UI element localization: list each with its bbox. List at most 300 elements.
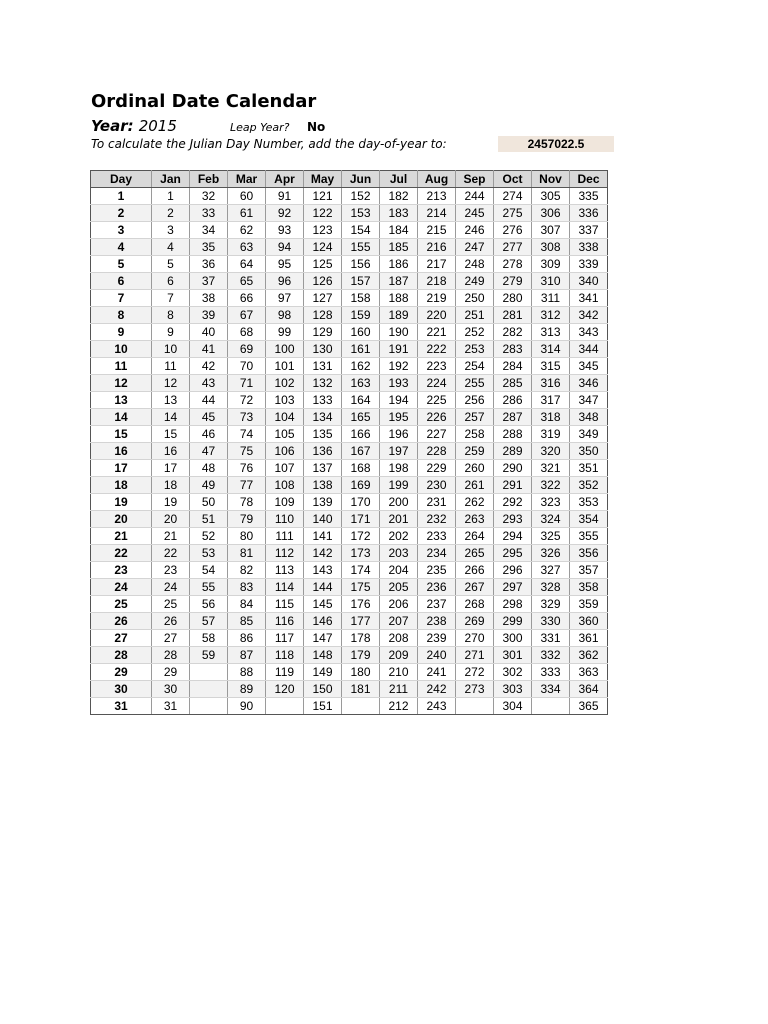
- day-of-year-cell: 356: [570, 545, 608, 562]
- day-of-year-cell: 160: [342, 324, 380, 341]
- day-of-year-cell: 125: [304, 256, 342, 273]
- day-of-year-cell: 266: [456, 562, 494, 579]
- day-of-year-cell: 290: [494, 460, 532, 477]
- table-row: [91, 222, 608, 239]
- day-of-year-cell: 336: [570, 205, 608, 222]
- day-of-year-cell: 270: [456, 630, 494, 647]
- day-of-year-cell: 248: [456, 256, 494, 273]
- day-of-year-cell: 32: [190, 188, 228, 205]
- day-of-year-cell: 265: [456, 545, 494, 562]
- day-of-year-cell: 268: [456, 596, 494, 613]
- table-row: [91, 341, 608, 358]
- day-of-year-cell: 276: [494, 222, 532, 239]
- day-of-year-cell: 342: [570, 307, 608, 324]
- day-of-year-cell: 313: [532, 324, 570, 341]
- day-of-year-cell: 72: [228, 392, 266, 409]
- day-of-year-cell: 6: [152, 273, 190, 290]
- day-of-year-cell: 224: [418, 375, 456, 392]
- day-of-year-cell: 80: [228, 528, 266, 545]
- day-number-cell: 2: [91, 205, 152, 222]
- day-of-year-cell: 11: [152, 358, 190, 375]
- day-of-year-cell: 150: [304, 681, 342, 698]
- day-of-year-cell: 339: [570, 256, 608, 273]
- day-of-year-cell: 110: [266, 511, 304, 528]
- day-of-year-cell: 29: [152, 664, 190, 681]
- day-of-year-cell: 164: [342, 392, 380, 409]
- day-of-year-cell: 39: [190, 307, 228, 324]
- day-of-year-cell: 345: [570, 358, 608, 375]
- day-of-year-cell: 209: [380, 647, 418, 664]
- day-of-year-cell: 114: [266, 579, 304, 596]
- day-of-year-cell: 81: [228, 545, 266, 562]
- day-of-year-cell: 262: [456, 494, 494, 511]
- day-of-year-cell: 18: [152, 477, 190, 494]
- day-of-year-cell: 121: [304, 188, 342, 205]
- year-label: Year:: [91, 117, 134, 135]
- day-of-year-cell: 181: [342, 681, 380, 698]
- day-number-cell: 16: [91, 443, 152, 460]
- day-of-year-cell: 105: [266, 426, 304, 443]
- day-of-year-cell: 138: [304, 477, 342, 494]
- day-of-year-cell: 315: [532, 358, 570, 375]
- day-of-year-cell: 244: [456, 188, 494, 205]
- day-of-year-cell: 8: [152, 307, 190, 324]
- day-of-year-cell: 57: [190, 613, 228, 630]
- day-of-year-cell: 207: [380, 613, 418, 630]
- day-of-year-cell: 318: [532, 409, 570, 426]
- day-of-year-cell: 45: [190, 409, 228, 426]
- table-row: [91, 579, 608, 596]
- day-of-year-cell: 241: [418, 664, 456, 681]
- day-of-year-cell: 305: [532, 188, 570, 205]
- day-number-cell: 26: [91, 613, 152, 630]
- day-of-year-cell: 250: [456, 290, 494, 307]
- day-of-year-cell: 63: [228, 239, 266, 256]
- table-row: [91, 273, 608, 290]
- day-of-year-cell: 337: [570, 222, 608, 239]
- day-of-year-cell: 180: [342, 664, 380, 681]
- day-number-cell: 14: [91, 409, 152, 426]
- day-of-year-cell: 195: [380, 409, 418, 426]
- day-of-year-cell: [190, 698, 228, 715]
- day-of-year-cell: 233: [418, 528, 456, 545]
- day-of-year-cell: 301: [494, 647, 532, 664]
- day-of-year-cell: 28: [152, 647, 190, 664]
- day-number-cell: 28: [91, 647, 152, 664]
- day-of-year-cell: 255: [456, 375, 494, 392]
- day-of-year-cell: 214: [418, 205, 456, 222]
- day-of-year-cell: 354: [570, 511, 608, 528]
- day-of-year-cell: 210: [380, 664, 418, 681]
- day-number-cell: 11: [91, 358, 152, 375]
- day-of-year-cell: 4: [152, 239, 190, 256]
- day-of-year-cell: 44: [190, 392, 228, 409]
- day-of-year-cell: 172: [342, 528, 380, 545]
- day-of-year-cell: 90: [228, 698, 266, 715]
- day-of-year-cell: 145: [304, 596, 342, 613]
- day-of-year-cell: 141: [304, 528, 342, 545]
- day-of-year-cell: 328: [532, 579, 570, 596]
- day-of-year-cell: 70: [228, 358, 266, 375]
- day-of-year-cell: 50: [190, 494, 228, 511]
- day-of-year-cell: 14: [152, 409, 190, 426]
- table-row: [91, 443, 608, 460]
- year-value[interactable]: 2015: [138, 117, 177, 135]
- day-of-year-cell: 88: [228, 664, 266, 681]
- day-of-year-cell: 299: [494, 613, 532, 630]
- day-of-year-cell: 348: [570, 409, 608, 426]
- day-of-year-cell: 69: [228, 341, 266, 358]
- day-of-year-cell: 175: [342, 579, 380, 596]
- table-row: [91, 307, 608, 324]
- day-of-year-cell: 344: [570, 341, 608, 358]
- day-of-year-cell: 76: [228, 460, 266, 477]
- day-of-year-cell: 173: [342, 545, 380, 562]
- day-of-year-cell: 25: [152, 596, 190, 613]
- day-of-year-cell: 154: [342, 222, 380, 239]
- day-of-year-cell: 86: [228, 630, 266, 647]
- day-of-year-cell: 52: [190, 528, 228, 545]
- day-of-year-cell: 242: [418, 681, 456, 698]
- day-of-year-cell: 353: [570, 494, 608, 511]
- day-of-year-cell: 212: [380, 698, 418, 715]
- day-of-year-cell: 269: [456, 613, 494, 630]
- day-of-year-cell: 10: [152, 341, 190, 358]
- day-of-year-cell: 30: [152, 681, 190, 698]
- day-of-year-cell: 144: [304, 579, 342, 596]
- day-of-year-cell: 326: [532, 545, 570, 562]
- day-of-year-cell: 78: [228, 494, 266, 511]
- day-of-year-cell: 346: [570, 375, 608, 392]
- table-row: [91, 545, 608, 562]
- day-of-year-cell: 179: [342, 647, 380, 664]
- day-of-year-cell: 227: [418, 426, 456, 443]
- day-of-year-cell: 98: [266, 307, 304, 324]
- day-number-cell: 23: [91, 562, 152, 579]
- day-of-year-cell: 184: [380, 222, 418, 239]
- day-of-year-cell: 296: [494, 562, 532, 579]
- day-of-year-cell: 278: [494, 256, 532, 273]
- day-of-year-cell: 201: [380, 511, 418, 528]
- day-of-year-cell: 148: [304, 647, 342, 664]
- day-of-year-cell: 206: [380, 596, 418, 613]
- day-of-year-cell: 122: [304, 205, 342, 222]
- day-of-year-cell: 229: [418, 460, 456, 477]
- julian-day-instruction: To calculate the Julian Day Number, add the day-of-year to:: [91, 137, 447, 151]
- day-of-year-cell: 123: [304, 222, 342, 239]
- day-of-year-cell: 54: [190, 562, 228, 579]
- day-of-year-cell: 158: [342, 290, 380, 307]
- day-of-year-cell: 94: [266, 239, 304, 256]
- day-of-year-cell: 169: [342, 477, 380, 494]
- day-of-year-cell: 217: [418, 256, 456, 273]
- day-of-year-cell: 316: [532, 375, 570, 392]
- day-of-year-cell: 107: [266, 460, 304, 477]
- day-of-year-cell: 194: [380, 392, 418, 409]
- table-row: [91, 256, 608, 273]
- day-of-year-cell: 46: [190, 426, 228, 443]
- day-of-year-cell: 338: [570, 239, 608, 256]
- day-of-year-cell: 358: [570, 579, 608, 596]
- month-column-header: Feb: [190, 171, 228, 188]
- ordinal-date-table: [90, 170, 608, 715]
- day-of-year-cell: 62: [228, 222, 266, 239]
- leap-year-label: Leap Year?: [230, 121, 290, 134]
- day-number-cell: 9: [91, 324, 152, 341]
- table-row: [91, 511, 608, 528]
- day-of-year-cell: 240: [418, 647, 456, 664]
- day-number-cell: 3: [91, 222, 152, 239]
- day-of-year-cell: 103: [266, 392, 304, 409]
- day-of-year-cell: 289: [494, 443, 532, 460]
- day-of-year-cell: 40: [190, 324, 228, 341]
- day-of-year-cell: [190, 681, 228, 698]
- day-of-year-cell: 191: [380, 341, 418, 358]
- table-row: [91, 426, 608, 443]
- day-number-cell: 20: [91, 511, 152, 528]
- day-of-year-cell: 211: [380, 681, 418, 698]
- day-of-year-cell: 41: [190, 341, 228, 358]
- julian-day-offset-value: 2457022.5: [498, 136, 614, 152]
- day-of-year-cell: 37: [190, 273, 228, 290]
- day-of-year-cell: 117: [266, 630, 304, 647]
- day-of-year-cell: 302: [494, 664, 532, 681]
- month-column-header: Aug: [418, 171, 456, 188]
- day-of-year-cell: 168: [342, 460, 380, 477]
- day-of-year-cell: 333: [532, 664, 570, 681]
- day-of-year-cell: 100: [266, 341, 304, 358]
- table-row: [91, 324, 608, 341]
- day-of-year-cell: 187: [380, 273, 418, 290]
- year-row: [91, 116, 177, 135]
- day-of-year-cell: 156: [342, 256, 380, 273]
- day-number-cell: 27: [91, 630, 152, 647]
- day-of-year-cell: 357: [570, 562, 608, 579]
- day-of-year-cell: 84: [228, 596, 266, 613]
- day-of-year-cell: 360: [570, 613, 608, 630]
- day-of-year-cell: 295: [494, 545, 532, 562]
- day-of-year-cell: 361: [570, 630, 608, 647]
- day-of-year-cell: 66: [228, 290, 266, 307]
- day-of-year-cell: 197: [380, 443, 418, 460]
- day-of-year-cell: 249: [456, 273, 494, 290]
- day-of-year-cell: 19: [152, 494, 190, 511]
- day-number-cell: 6: [91, 273, 152, 290]
- day-of-year-cell: 274: [494, 188, 532, 205]
- day-of-year-cell: 34: [190, 222, 228, 239]
- day-of-year-cell: 163: [342, 375, 380, 392]
- day-of-year-cell: 24: [152, 579, 190, 596]
- day-of-year-cell: 254: [456, 358, 494, 375]
- table-row: [91, 630, 608, 647]
- day-of-year-cell: 352: [570, 477, 608, 494]
- day-of-year-cell: 267: [456, 579, 494, 596]
- day-of-year-cell: 331: [532, 630, 570, 647]
- day-of-year-cell: 236: [418, 579, 456, 596]
- day-of-year-cell: 106: [266, 443, 304, 460]
- day-number-cell: 19: [91, 494, 152, 511]
- day-of-year-cell: 113: [266, 562, 304, 579]
- day-of-year-cell: 127: [304, 290, 342, 307]
- day-of-year-cell: 292: [494, 494, 532, 511]
- day-of-year-cell: 185: [380, 239, 418, 256]
- day-of-year-cell: 167: [342, 443, 380, 460]
- day-of-year-cell: 303: [494, 681, 532, 698]
- day-of-year-cell: 2: [152, 205, 190, 222]
- table-row: [91, 528, 608, 545]
- day-of-year-cell: 199: [380, 477, 418, 494]
- table-row: [91, 681, 608, 698]
- month-column-header: Oct: [494, 171, 532, 188]
- day-of-year-cell: 309: [532, 256, 570, 273]
- day-of-year-cell: 147: [304, 630, 342, 647]
- day-of-year-cell: 260: [456, 460, 494, 477]
- day-of-year-cell: 362: [570, 647, 608, 664]
- day-of-year-cell: 161: [342, 341, 380, 358]
- day-of-year-cell: 61: [228, 205, 266, 222]
- day-of-year-cell: 283: [494, 341, 532, 358]
- day-of-year-cell: 213: [418, 188, 456, 205]
- day-of-year-cell: 82: [228, 562, 266, 579]
- day-of-year-cell: 48: [190, 460, 228, 477]
- month-column-header: Jan: [152, 171, 190, 188]
- day-of-year-cell: 131: [304, 358, 342, 375]
- day-of-year-cell: 162: [342, 358, 380, 375]
- page-title: Ordinal Date Calendar: [91, 91, 317, 112]
- day-of-year-cell: 133: [304, 392, 342, 409]
- day-of-year-cell: 159: [342, 307, 380, 324]
- day-of-year-cell: 51: [190, 511, 228, 528]
- day-of-year-cell: 314: [532, 341, 570, 358]
- day-number-cell: 18: [91, 477, 152, 494]
- day-number-cell: 4: [91, 239, 152, 256]
- day-of-year-cell: 252: [456, 324, 494, 341]
- table-row: [91, 613, 608, 630]
- day-of-year-cell: 165: [342, 409, 380, 426]
- day-of-year-cell: 12: [152, 375, 190, 392]
- table-row: [91, 239, 608, 256]
- month-column-header: Jul: [380, 171, 418, 188]
- day-of-year-cell: 118: [266, 647, 304, 664]
- day-of-year-cell: 340: [570, 273, 608, 290]
- day-of-year-cell: 279: [494, 273, 532, 290]
- day-of-year-cell: 341: [570, 290, 608, 307]
- day-of-year-cell: 288: [494, 426, 532, 443]
- day-of-year-cell: 234: [418, 545, 456, 562]
- table-row: [91, 392, 608, 409]
- day-of-year-cell: 115: [266, 596, 304, 613]
- day-of-year-cell: 137: [304, 460, 342, 477]
- day-of-year-cell: 365: [570, 698, 608, 715]
- day-of-year-cell: 7: [152, 290, 190, 307]
- day-of-year-cell: 258: [456, 426, 494, 443]
- day-of-year-cell: 177: [342, 613, 380, 630]
- day-of-year-cell: 246: [456, 222, 494, 239]
- day-of-year-cell: 334: [532, 681, 570, 698]
- day-of-year-cell: 59: [190, 647, 228, 664]
- day-of-year-cell: 324: [532, 511, 570, 528]
- day-of-year-cell: 330: [532, 613, 570, 630]
- table-row: [91, 562, 608, 579]
- day-of-year-cell: 306: [532, 205, 570, 222]
- day-of-year-cell: 287: [494, 409, 532, 426]
- day-number-cell: 8: [91, 307, 152, 324]
- day-of-year-cell: 35: [190, 239, 228, 256]
- table-row: [91, 698, 608, 715]
- day-of-year-cell: 264: [456, 528, 494, 545]
- day-of-year-cell: 157: [342, 273, 380, 290]
- day-of-year-cell: 297: [494, 579, 532, 596]
- day-of-year-cell: 130: [304, 341, 342, 358]
- day-of-year-cell: 291: [494, 477, 532, 494]
- day-of-year-cell: 67: [228, 307, 266, 324]
- day-number-cell: 12: [91, 375, 152, 392]
- day-of-year-cell: 170: [342, 494, 380, 511]
- day-of-year-cell: 257: [456, 409, 494, 426]
- day-of-year-cell: 183: [380, 205, 418, 222]
- day-of-year-cell: 26: [152, 613, 190, 630]
- day-of-year-cell: 245: [456, 205, 494, 222]
- day-number-cell: 21: [91, 528, 152, 545]
- day-of-year-cell: 20: [152, 511, 190, 528]
- day-of-year-cell: 5: [152, 256, 190, 273]
- day-of-year-cell: 355: [570, 528, 608, 545]
- day-of-year-cell: 146: [304, 613, 342, 630]
- day-of-year-cell: 304: [494, 698, 532, 715]
- table-row: [91, 375, 608, 392]
- day-of-year-cell: 275: [494, 205, 532, 222]
- day-of-year-cell: 97: [266, 290, 304, 307]
- day-of-year-cell: 232: [418, 511, 456, 528]
- day-of-year-cell: 263: [456, 511, 494, 528]
- day-of-year-cell: 132: [304, 375, 342, 392]
- day-of-year-cell: 178: [342, 630, 380, 647]
- table-row: [91, 460, 608, 477]
- day-of-year-cell: 321: [532, 460, 570, 477]
- day-of-year-cell: 220: [418, 307, 456, 324]
- day-of-year-cell: 307: [532, 222, 570, 239]
- day-number-cell: 13: [91, 392, 152, 409]
- day-of-year-cell: 75: [228, 443, 266, 460]
- day-of-year-cell: 225: [418, 392, 456, 409]
- day-of-year-cell: 208: [380, 630, 418, 647]
- day-of-year-cell: 277: [494, 239, 532, 256]
- table-row: [91, 647, 608, 664]
- day-of-year-cell: 363: [570, 664, 608, 681]
- day-of-year-cell: 64: [228, 256, 266, 273]
- day-of-year-cell: 33: [190, 205, 228, 222]
- month-column-header: Mar: [228, 171, 266, 188]
- day-of-year-cell: 190: [380, 324, 418, 341]
- day-of-year-cell: 219: [418, 290, 456, 307]
- day-of-year-cell: 310: [532, 273, 570, 290]
- day-of-year-cell: 193: [380, 375, 418, 392]
- day-of-year-cell: 182: [380, 188, 418, 205]
- day-of-year-cell: 109: [266, 494, 304, 511]
- day-number-cell: 17: [91, 460, 152, 477]
- table-row: [91, 494, 608, 511]
- day-of-year-cell: 104: [266, 409, 304, 426]
- month-column-header: Apr: [266, 171, 304, 188]
- day-of-year-cell: 102: [266, 375, 304, 392]
- day-of-year-cell: 99: [266, 324, 304, 341]
- day-of-year-cell: 335: [570, 188, 608, 205]
- day-of-year-cell: 351: [570, 460, 608, 477]
- day-of-year-cell: 325: [532, 528, 570, 545]
- day-of-year-cell: 13: [152, 392, 190, 409]
- day-of-year-cell: 228: [418, 443, 456, 460]
- day-of-year-cell: 349: [570, 426, 608, 443]
